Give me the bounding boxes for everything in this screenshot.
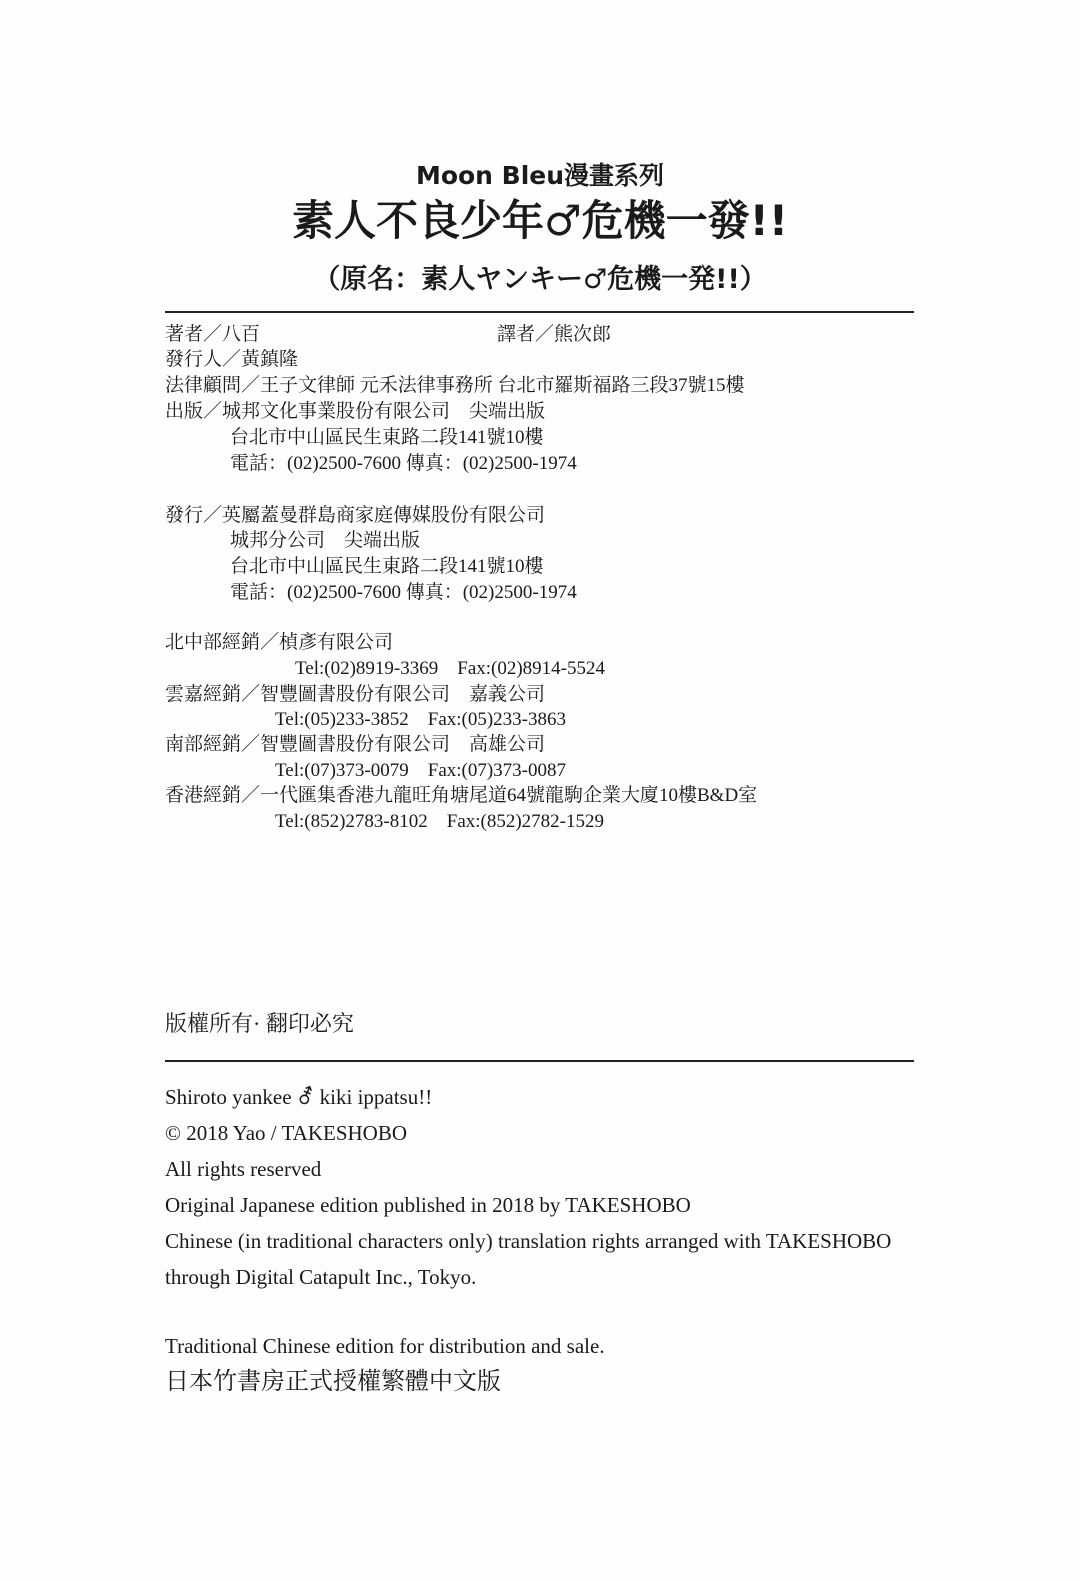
distribution-address: 台北市中山區民生東路二段141號10樓 [230,556,544,577]
distribution-phone: 電話：(02)2500-7600 傳真：(02)2500-1974 [230,582,577,603]
legal-counsel: 法律顧問／王子文律師 元禾法律事務所 台北市羅斯福路三段37號15樓 [165,375,745,396]
series-name: Moon Bleu漫畫系列 [415,161,665,190]
distributor-contact: Tel:(07)373-0079 Fax:(07)373-0087 [275,760,567,781]
edition-note: Traditional Chinese edition for distribution and sale. [165,1334,605,1358]
divider-bottom [165,1060,914,1062]
distributor-name: 雲嘉經銷／智豐圖書股份有限公司 嘉義公司 [165,684,546,705]
publishing-line: 出版／城邦文化事業股份有限公司 尖端出版 [165,401,546,422]
publishing-phone: 電話：(02)2500-7600 傳真：(02)2500-1974 [230,453,577,474]
author: 著者／八百 [165,324,261,345]
translation-agent: through Digital Catapult Inc., Tokyo. [165,1265,477,1289]
edition-note-zh: 日本竹書房正式授權繁體中文版 [165,1369,501,1395]
english-title: Shiroto yankee ⚦ kiki ippatsu!! [165,1085,433,1109]
divider-top [165,311,914,313]
distribution-line: 發行／英屬蓋曼群島商家庭傳媒股份有限公司 [165,505,546,526]
distributor-contact: Tel:(05)233-3852 Fax:(05)233-3863 [275,709,567,730]
publishing-address: 台北市中山區民生東路二段141號10樓 [230,427,544,448]
distributor-contact: Tel:(852)2783-8102 Fax:(852)2782-1529 [275,811,605,832]
distributor-name: 北中部經銷／楨彥有限公司 [165,632,394,653]
book-title: 素人不良少年♂危機一發!! [292,196,788,245]
all-rights: All rights reserved [165,1157,322,1181]
rights-notice: 版權所有· 翻印必究 [165,1011,354,1036]
copyright: © 2018 Yao / TAKESHOBO [165,1121,408,1145]
original-title: （原名：素人ヤンキー♂危機一発!!） [313,264,767,295]
distribution-branch: 城邦分公司 尖端出版 [230,530,421,551]
original-edition: Original Japanese edition published in 2018 by TAKESHOBO [165,1193,691,1217]
translator: 譯者／熊次郎 [497,324,612,345]
translation-rights: Chinese (in traditional characters only) translation rights arranged with TAKESHOBO [165,1229,892,1253]
distributor-contact: Tel:(02)8919-3369 Fax:(02)8914-5524 [295,658,606,679]
publisher-person: 發行人／黃鎮隆 [165,349,299,370]
distributor-name: 香港經銷／一代匯集香港九龍旺角塘尾道64號龍駒企業大廈10樓B&D室 [165,785,758,806]
distributor-name: 南部經銷／智豐圖書股份有限公司 高雄公司 [165,734,546,755]
